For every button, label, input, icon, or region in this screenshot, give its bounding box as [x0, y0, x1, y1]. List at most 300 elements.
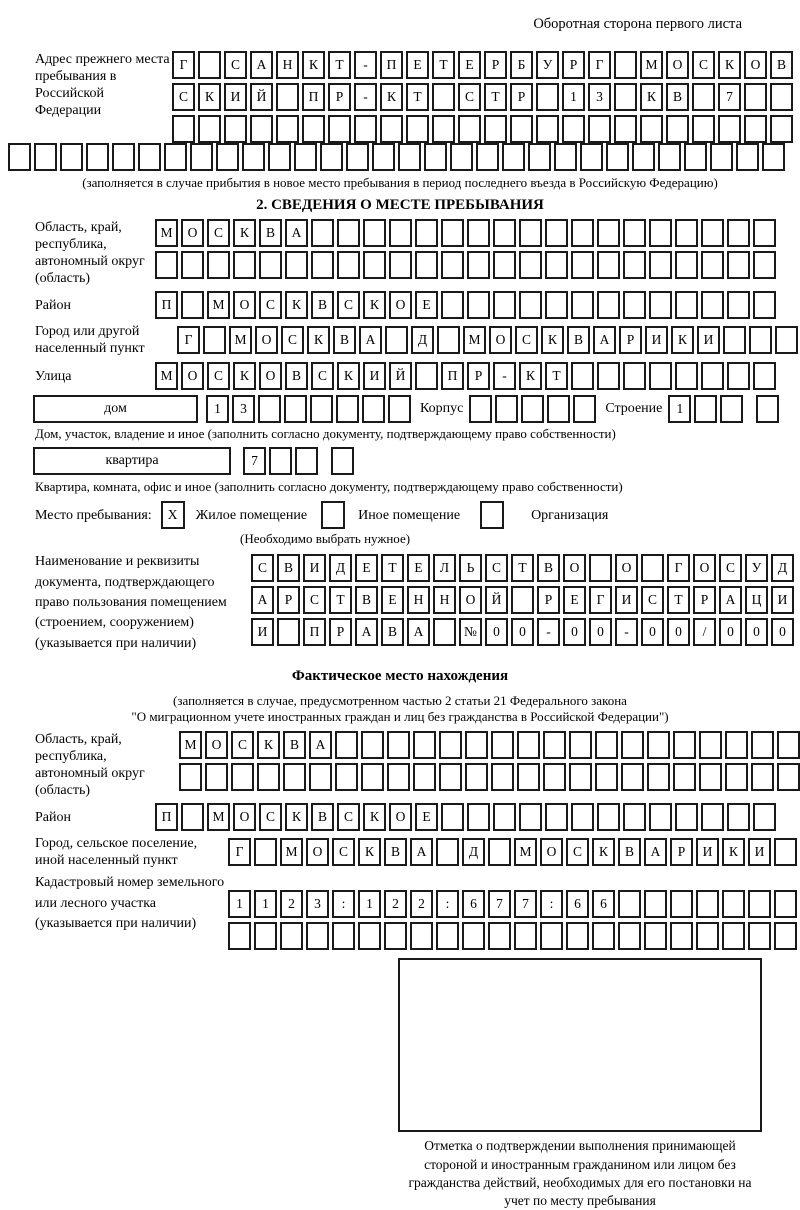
char-cell[interactable]: О [459, 586, 482, 614]
char-cell[interactable]: Р [467, 362, 490, 390]
char-cell[interactable] [571, 803, 594, 831]
char-cell[interactable]: С [337, 803, 360, 831]
char-cell[interactable]: А [285, 219, 308, 247]
char-cell[interactable]: Р [484, 51, 507, 79]
char-cell[interactable] [467, 291, 490, 319]
char-cell[interactable]: - [615, 618, 638, 646]
char-cell[interactable]: В [537, 554, 560, 582]
char-cell[interactable]: К [358, 838, 381, 866]
char-cell[interactable] [675, 362, 698, 390]
char-cell[interactable] [493, 803, 516, 831]
char-cell[interactable]: О [205, 731, 228, 759]
char-cell[interactable] [727, 362, 750, 390]
char-cell[interactable] [727, 803, 750, 831]
char-cell[interactable] [276, 83, 299, 111]
char-cell[interactable]: П [302, 83, 325, 111]
char-cell[interactable]: 0 [745, 618, 768, 646]
char-cell[interactable]: И [771, 586, 794, 614]
char-cell[interactable] [618, 922, 641, 950]
char-cell[interactable]: О [744, 51, 767, 79]
char-cell[interactable] [231, 763, 254, 791]
char-cell[interactable]: В [567, 326, 590, 354]
char-cell[interactable] [476, 143, 499, 171]
char-cell[interactable] [647, 763, 670, 791]
char-cell[interactable] [258, 395, 281, 423]
char-cell[interactable] [614, 83, 637, 111]
char-cell[interactable] [346, 143, 369, 171]
char-cell[interactable] [519, 803, 542, 831]
char-cell[interactable]: 3 [232, 395, 255, 423]
char-cell[interactable]: С [515, 326, 538, 354]
char-cell[interactable]: В [311, 291, 334, 319]
char-cell[interactable]: С [332, 838, 355, 866]
char-cell[interactable] [309, 763, 332, 791]
char-cell[interactable] [302, 115, 325, 143]
char-cell[interactable] [112, 143, 135, 171]
char-cell[interactable]: Ь [459, 554, 482, 582]
char-cell[interactable]: Т [432, 51, 455, 79]
char-cell[interactable] [60, 143, 83, 171]
char-cell[interactable]: Ц [745, 586, 768, 614]
char-cell[interactable]: С [281, 326, 304, 354]
char-cell[interactable]: 3 [588, 83, 611, 111]
char-cell[interactable] [495, 395, 518, 423]
char-cell[interactable] [521, 395, 544, 423]
char-cell[interactable] [34, 143, 57, 171]
char-cell[interactable] [519, 219, 542, 247]
char-cell[interactable] [439, 731, 462, 759]
char-cell[interactable] [756, 395, 779, 423]
char-cell[interactable] [306, 922, 329, 950]
char-cell[interactable] [753, 362, 776, 390]
char-cell[interactable]: М [640, 51, 663, 79]
char-cell[interactable] [547, 395, 570, 423]
char-cell[interactable]: А [250, 51, 273, 79]
char-cell[interactable] [727, 219, 750, 247]
char-cell[interactable]: К [198, 83, 221, 111]
char-cell[interactable]: К [541, 326, 564, 354]
char-cell[interactable] [543, 731, 566, 759]
char-cell[interactable] [354, 115, 377, 143]
char-cell[interactable]: А [309, 731, 332, 759]
char-cell[interactable]: О [181, 362, 204, 390]
char-cell[interactable]: - [493, 362, 516, 390]
char-cell[interactable] [493, 291, 516, 319]
char-cell[interactable]: О [489, 326, 512, 354]
char-cell[interactable]: К [363, 291, 386, 319]
char-cell[interactable]: 1 [668, 395, 691, 423]
char-cell[interactable] [203, 326, 226, 354]
char-cell[interactable]: Р [510, 83, 533, 111]
char-cell[interactable]: Р [693, 586, 716, 614]
char-cell[interactable] [441, 803, 464, 831]
char-cell[interactable] [545, 803, 568, 831]
char-cell[interactable] [384, 922, 407, 950]
char-cell[interactable] [172, 115, 195, 143]
char-cell[interactable]: 0 [771, 618, 794, 646]
char-cell[interactable] [670, 890, 693, 918]
char-cell[interactable] [710, 143, 733, 171]
char-cell[interactable]: № [459, 618, 482, 646]
char-cell[interactable] [649, 219, 672, 247]
char-cell[interactable] [569, 731, 592, 759]
char-cell[interactable]: О [693, 554, 716, 582]
char-cell[interactable] [441, 291, 464, 319]
char-cell[interactable]: Т [381, 554, 404, 582]
char-cell[interactable] [748, 922, 771, 950]
char-cell[interactable]: 6 [592, 890, 615, 918]
char-cell[interactable]: Г [589, 586, 612, 614]
char-cell[interactable] [777, 731, 800, 759]
char-cell[interactable] [436, 838, 459, 866]
char-cell[interactable]: М [280, 838, 303, 866]
char-cell[interactable]: С [458, 83, 481, 111]
char-cell[interactable] [465, 731, 488, 759]
char-cell[interactable] [595, 763, 618, 791]
char-cell[interactable]: О [615, 554, 638, 582]
char-cell[interactable]: У [745, 554, 768, 582]
char-cell[interactable] [363, 219, 386, 247]
char-cell[interactable]: С [259, 803, 282, 831]
char-cell[interactable] [571, 291, 594, 319]
char-cell[interactable] [181, 291, 204, 319]
char-cell[interactable] [722, 890, 745, 918]
char-cell[interactable] [385, 326, 408, 354]
char-cell[interactable] [467, 219, 490, 247]
char-cell[interactable] [179, 763, 202, 791]
char-cell[interactable] [336, 395, 359, 423]
char-cell[interactable]: М [463, 326, 486, 354]
char-cell[interactable]: И [363, 362, 386, 390]
char-cell[interactable] [387, 763, 410, 791]
char-cell[interactable] [181, 251, 204, 279]
char-cell[interactable]: 0 [667, 618, 690, 646]
house-field-box[interactable]: дом [33, 395, 198, 423]
char-cell[interactable]: В [283, 731, 306, 759]
char-cell[interactable] [295, 447, 318, 475]
char-cell[interactable]: Р [670, 838, 693, 866]
char-cell[interactable] [465, 763, 488, 791]
char-cell[interactable]: 2 [384, 890, 407, 918]
char-cell[interactable] [573, 395, 596, 423]
char-cell[interactable]: 0 [641, 618, 664, 646]
char-cell[interactable]: И [251, 618, 274, 646]
char-cell[interactable]: А [407, 618, 430, 646]
char-cell[interactable]: С [303, 586, 326, 614]
char-cell[interactable] [269, 447, 292, 475]
char-cell[interactable]: И [303, 554, 326, 582]
char-cell[interactable] [722, 922, 745, 950]
char-cell[interactable]: И [748, 838, 771, 866]
char-cell[interactable]: О [666, 51, 689, 79]
char-cell[interactable] [259, 251, 282, 279]
char-cell[interactable] [753, 803, 776, 831]
char-cell[interactable] [569, 763, 592, 791]
char-cell[interactable]: 6 [566, 890, 589, 918]
char-cell[interactable] [621, 763, 644, 791]
char-cell[interactable] [720, 395, 743, 423]
char-cell[interactable] [540, 922, 563, 950]
char-cell[interactable] [566, 922, 589, 950]
char-cell[interactable]: Е [381, 586, 404, 614]
char-cell[interactable]: М [155, 219, 178, 247]
char-cell[interactable]: / [693, 618, 716, 646]
char-cell[interactable]: К [302, 51, 325, 79]
char-cell[interactable] [528, 143, 551, 171]
char-cell[interactable] [462, 922, 485, 950]
char-cell[interactable] [675, 803, 698, 831]
char-cell[interactable] [701, 362, 724, 390]
char-cell[interactable]: К [285, 803, 308, 831]
char-cell[interactable] [277, 618, 300, 646]
char-cell[interactable] [337, 251, 360, 279]
char-cell[interactable]: К [285, 291, 308, 319]
char-cell[interactable]: А [251, 586, 274, 614]
char-cell[interactable]: О [540, 838, 563, 866]
char-cell[interactable]: Г [588, 51, 611, 79]
char-cell[interactable] [415, 251, 438, 279]
char-cell[interactable]: Т [329, 586, 352, 614]
char-cell[interactable] [774, 922, 797, 950]
char-cell[interactable]: Р [277, 586, 300, 614]
char-cell[interactable] [562, 115, 585, 143]
char-cell[interactable] [294, 143, 317, 171]
char-cell[interactable] [571, 362, 594, 390]
stay-type-checkbox-residential[interactable]: X [161, 501, 185, 529]
char-cell[interactable]: С [259, 291, 282, 319]
char-cell[interactable] [332, 922, 355, 950]
char-cell[interactable]: Т [545, 362, 568, 390]
char-cell[interactable] [770, 115, 793, 143]
char-cell[interactable] [484, 115, 507, 143]
char-cell[interactable]: Т [484, 83, 507, 111]
char-cell[interactable]: 0 [589, 618, 612, 646]
char-cell[interactable] [284, 395, 307, 423]
char-cell[interactable] [361, 731, 384, 759]
char-cell[interactable] [190, 143, 213, 171]
char-cell[interactable] [775, 326, 798, 354]
char-cell[interactable]: В [333, 326, 356, 354]
char-cell[interactable]: 0 [563, 618, 586, 646]
char-cell[interactable]: И [645, 326, 668, 354]
char-cell[interactable]: Д [462, 838, 485, 866]
char-cell[interactable] [250, 115, 273, 143]
char-cell[interactable] [467, 803, 490, 831]
char-cell[interactable] [439, 763, 462, 791]
char-cell[interactable] [718, 115, 741, 143]
char-cell[interactable] [597, 362, 620, 390]
char-cell[interactable] [311, 219, 334, 247]
char-cell[interactable]: К [640, 83, 663, 111]
char-cell[interactable]: 1 [228, 890, 251, 918]
char-cell[interactable] [589, 554, 612, 582]
char-cell[interactable] [198, 51, 221, 79]
char-cell[interactable]: 1 [358, 890, 381, 918]
char-cell[interactable]: М [207, 803, 230, 831]
char-cell[interactable] [207, 251, 230, 279]
char-cell[interactable]: И [696, 838, 719, 866]
char-cell[interactable]: 1 [562, 83, 585, 111]
char-cell[interactable]: А [410, 838, 433, 866]
char-cell[interactable] [595, 731, 618, 759]
char-cell[interactable] [701, 803, 724, 831]
char-cell[interactable]: В [381, 618, 404, 646]
char-cell[interactable] [753, 251, 776, 279]
char-cell[interactable] [432, 83, 455, 111]
char-cell[interactable]: 2 [280, 890, 303, 918]
char-cell[interactable]: Г [172, 51, 195, 79]
char-cell[interactable] [571, 219, 594, 247]
char-cell[interactable]: Т [667, 586, 690, 614]
char-cell[interactable] [694, 395, 717, 423]
char-cell[interactable] [699, 763, 722, 791]
char-cell[interactable]: 7 [243, 447, 266, 475]
char-cell[interactable] [649, 362, 672, 390]
char-cell[interactable] [437, 326, 460, 354]
char-cell[interactable] [491, 763, 514, 791]
char-cell[interactable] [450, 143, 473, 171]
char-cell[interactable]: - [354, 83, 377, 111]
char-cell[interactable]: П [155, 803, 178, 831]
char-cell[interactable] [254, 838, 277, 866]
char-cell[interactable] [649, 291, 672, 319]
char-cell[interactable]: Й [485, 586, 508, 614]
char-cell[interactable]: Й [250, 83, 273, 111]
char-cell[interactable]: О [181, 219, 204, 247]
char-cell[interactable] [649, 803, 672, 831]
char-cell[interactable]: Н [433, 586, 456, 614]
char-cell[interactable]: 3 [306, 890, 329, 918]
char-cell[interactable] [621, 731, 644, 759]
char-cell[interactable]: Р [329, 618, 352, 646]
char-cell[interactable] [684, 143, 707, 171]
char-cell[interactable]: М [229, 326, 252, 354]
char-cell[interactable]: В [259, 219, 282, 247]
char-cell[interactable] [254, 922, 277, 950]
char-cell[interactable] [777, 763, 800, 791]
char-cell[interactable]: К [233, 219, 256, 247]
char-cell[interactable] [736, 143, 759, 171]
char-cell[interactable]: Р [537, 586, 560, 614]
char-cell[interactable] [335, 731, 358, 759]
char-cell[interactable] [692, 115, 715, 143]
char-cell[interactable] [571, 251, 594, 279]
char-cell[interactable] [774, 838, 797, 866]
char-cell[interactable]: 0 [485, 618, 508, 646]
char-cell[interactable] [597, 803, 620, 831]
char-cell[interactable]: В [277, 554, 300, 582]
char-cell[interactable] [328, 115, 351, 143]
char-cell[interactable] [491, 731, 514, 759]
char-cell[interactable]: М [155, 362, 178, 390]
char-cell[interactable]: Е [406, 51, 429, 79]
char-cell[interactable]: Е [415, 291, 438, 319]
char-cell[interactable]: С [641, 586, 664, 614]
char-cell[interactable]: И [224, 83, 247, 111]
char-cell[interactable]: К [519, 362, 542, 390]
char-cell[interactable] [493, 251, 516, 279]
char-cell[interactable] [436, 922, 459, 950]
char-cell[interactable] [666, 115, 689, 143]
char-cell[interactable]: О [233, 291, 256, 319]
char-cell[interactable] [361, 763, 384, 791]
char-cell[interactable]: А [359, 326, 382, 354]
char-cell[interactable] [410, 922, 433, 950]
char-cell[interactable] [675, 291, 698, 319]
char-cell[interactable]: А [593, 326, 616, 354]
char-cell[interactable]: Е [355, 554, 378, 582]
char-cell[interactable] [623, 362, 646, 390]
char-cell[interactable]: 7 [514, 890, 537, 918]
char-cell[interactable] [413, 731, 436, 759]
char-cell[interactable] [519, 291, 542, 319]
char-cell[interactable] [623, 803, 646, 831]
char-cell[interactable]: К [592, 838, 615, 866]
char-cell[interactable] [592, 922, 615, 950]
char-cell[interactable] [181, 803, 204, 831]
char-cell[interactable] [257, 763, 280, 791]
char-cell[interactable]: Т [511, 554, 534, 582]
char-cell[interactable] [545, 251, 568, 279]
char-cell[interactable]: 0 [719, 618, 742, 646]
char-cell[interactable]: К [257, 731, 280, 759]
char-cell[interactable]: И [697, 326, 720, 354]
char-cell[interactable] [86, 143, 109, 171]
char-cell[interactable] [164, 143, 187, 171]
char-cell[interactable] [554, 143, 577, 171]
char-cell[interactable] [233, 251, 256, 279]
char-cell[interactable]: С [311, 362, 334, 390]
char-cell[interactable]: О [259, 362, 282, 390]
char-cell[interactable] [658, 143, 681, 171]
char-cell[interactable] [228, 922, 251, 950]
char-cell[interactable]: С [207, 219, 230, 247]
char-cell[interactable]: Р [619, 326, 642, 354]
char-cell[interactable] [762, 143, 785, 171]
char-cell[interactable] [696, 922, 719, 950]
char-cell[interactable]: О [389, 803, 412, 831]
char-cell[interactable] [335, 763, 358, 791]
char-cell[interactable] [580, 143, 603, 171]
char-cell[interactable] [536, 83, 559, 111]
char-cell[interactable] [696, 890, 719, 918]
char-cell[interactable] [514, 922, 537, 950]
char-cell[interactable] [751, 731, 774, 759]
char-cell[interactable]: О [255, 326, 278, 354]
char-cell[interactable] [387, 731, 410, 759]
char-cell[interactable] [597, 251, 620, 279]
char-cell[interactable] [268, 143, 291, 171]
char-cell[interactable]: : [540, 890, 563, 918]
char-cell[interactable] [673, 731, 696, 759]
char-cell[interactable] [644, 890, 667, 918]
char-cell[interactable]: Л [433, 554, 456, 582]
char-cell[interactable]: : [436, 890, 459, 918]
char-cell[interactable] [511, 586, 534, 614]
char-cell[interactable] [517, 731, 540, 759]
char-cell[interactable] [692, 83, 715, 111]
char-cell[interactable] [545, 291, 568, 319]
char-cell[interactable] [433, 618, 456, 646]
char-cell[interactable] [597, 291, 620, 319]
char-cell[interactable] [138, 143, 161, 171]
stay-type-checkbox-organization[interactable] [480, 501, 504, 529]
stay-type-checkbox-other[interactable] [321, 501, 345, 529]
char-cell[interactable] [280, 922, 303, 950]
char-cell[interactable] [588, 115, 611, 143]
char-cell[interactable] [242, 143, 265, 171]
char-cell[interactable] [644, 922, 667, 950]
